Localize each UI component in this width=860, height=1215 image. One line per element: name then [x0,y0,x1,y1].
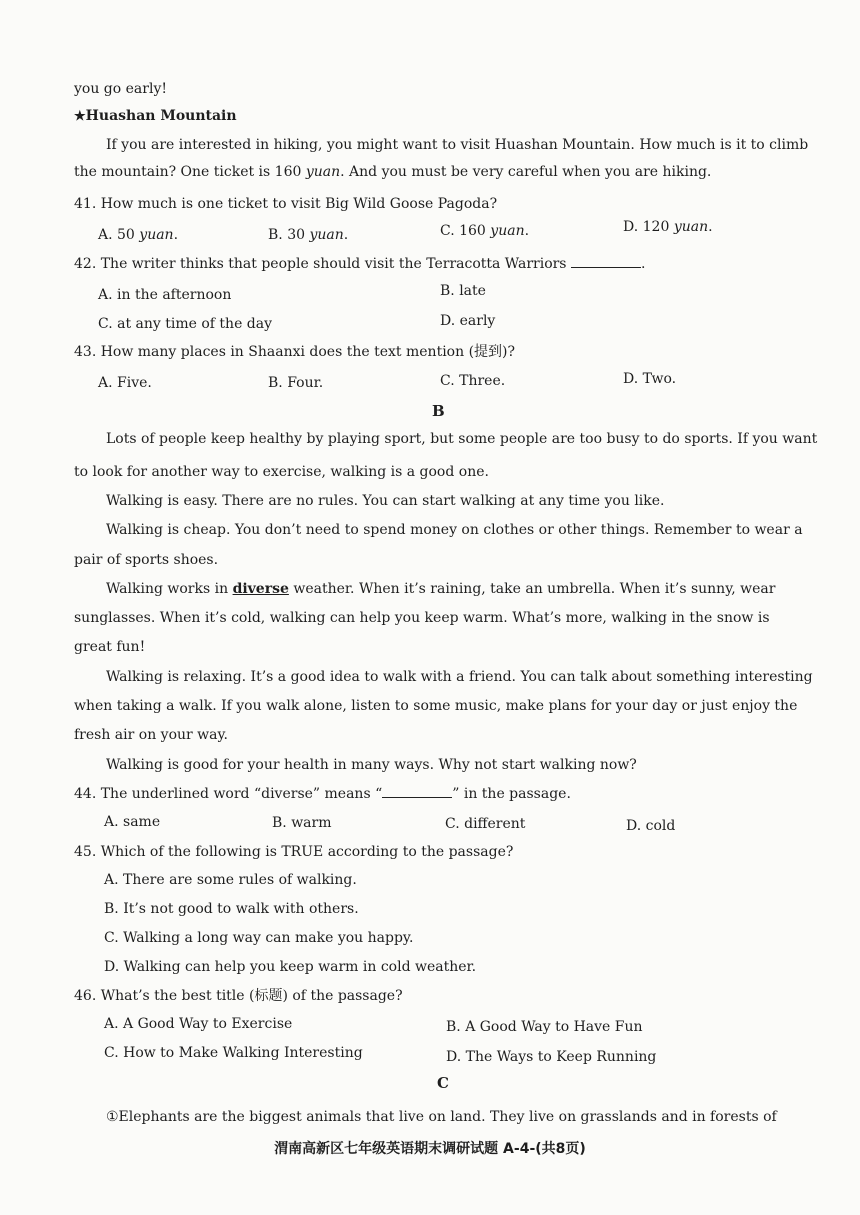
option: C. Walking a long way can make you happy. [104,930,414,946]
section-heading: ★Huashan Mountain [74,108,237,124]
option: B. late [440,283,486,299]
option: D. Two. [623,371,677,387]
paragraph-line: the mountain? One ticket is 160 yuan. And you must be very careful when you are hiking. [74,164,712,180]
paragraph-line: great fun! [74,639,146,655]
paragraph-line: Walking works in diverse weather. When it’s raining, take an umbrella. When it’s sunny, wear [106,581,776,597]
option: B. Four. [268,375,324,391]
underlined-word: diverse [232,581,289,597]
option: A. Five. [98,375,152,391]
option: D. The Ways to Keep Running [446,1049,657,1065]
question-stem: 41. How much is one ticket to visit Big Wild Goose Pagoda? [74,196,498,212]
option: C. 160 yuan. [440,223,530,239]
option: A. 50 yuan. [98,227,179,243]
option: B. It’s not good to walk with others. [104,901,359,917]
option: D. cold [626,818,676,834]
section-label: B [432,402,445,420]
option: C. Three. [440,373,506,389]
paragraph-line: ①Elephants are the biggest animals that live on land. They live on grasslands and in forests of [106,1109,777,1125]
option: A. There are some rules of walking. [104,872,357,888]
question-stem: 46. What’s the best title (标题) of the passage? [74,988,403,1004]
option: D. early [440,313,496,329]
paragraph-line: pair of sports shoes. [74,552,219,568]
question-stem: 43. How many places in Shaanxi does the text mention (提到)? [74,344,515,360]
answer-blank [571,255,641,268]
question-stem: 45. Which of the following is TRUE according to the passage? [74,844,514,860]
paragraph-line: Walking is relaxing. It’s a good idea to walk with a friend. You can talk about something interesting [106,669,813,685]
question-stem: 44. The underlined word “diverse” means “ ” in the passage. [74,786,571,802]
star-icon: ★ [74,109,86,124]
option: D. Walking can help you keep warm in cold weather. [104,959,477,975]
option: C. different [445,816,526,832]
option: B. A Good Way to Have Fun [446,1019,643,1035]
option: B. warm [272,815,332,831]
paragraph-line: If you are interested in hiking, you might want to visit Huashan Mountain. How much is it to climb [106,137,809,153]
option: A. same [104,814,161,830]
option: B. 30 yuan. [268,227,349,243]
passage-tail: you go early! [74,81,167,97]
paragraph-line: Walking is good for your health in many ways. Why not start walking now? [106,757,637,773]
paragraph-line: sunglasses. When it’s cold, walking can help you keep warm. What’s more, walking in the snow is [74,610,770,626]
paragraph-line: to look for another way to exercise, walking is a good one. [74,464,489,480]
option: C. How to Make Walking Interesting [104,1045,363,1061]
paragraph-line: fresh air on your way. [74,727,228,743]
option: C. at any time of the day [98,316,273,332]
paragraph-line: Walking is cheap. You don’t need to spend money on clothes or other things. Remember to wear a [106,522,803,538]
option: D. 120 yuan. [623,219,713,235]
paragraph-line: Walking is easy. There are no rules. You can start walking at any time you like. [106,493,665,509]
page-footer: 渭南高新区七年级英语期末调研试题 A-4-(共8页) [274,1141,586,1157]
paragraph-line: Lots of people keep healthy by playing sport, but some people are too busy to do sports. If you want [106,431,818,447]
paragraph-line: when taking a walk. If you walk alone, listen to some music, make plans for your day or just enjoy the [74,698,798,714]
answer-blank [382,785,452,798]
question-stem: 42. The writer thinks that people should visit the Terracotta Warriors . [74,256,646,272]
option: A. in the afternoon [98,287,232,303]
section-label: C [437,1074,449,1092]
option: A. A Good Way to Exercise [104,1016,293,1032]
